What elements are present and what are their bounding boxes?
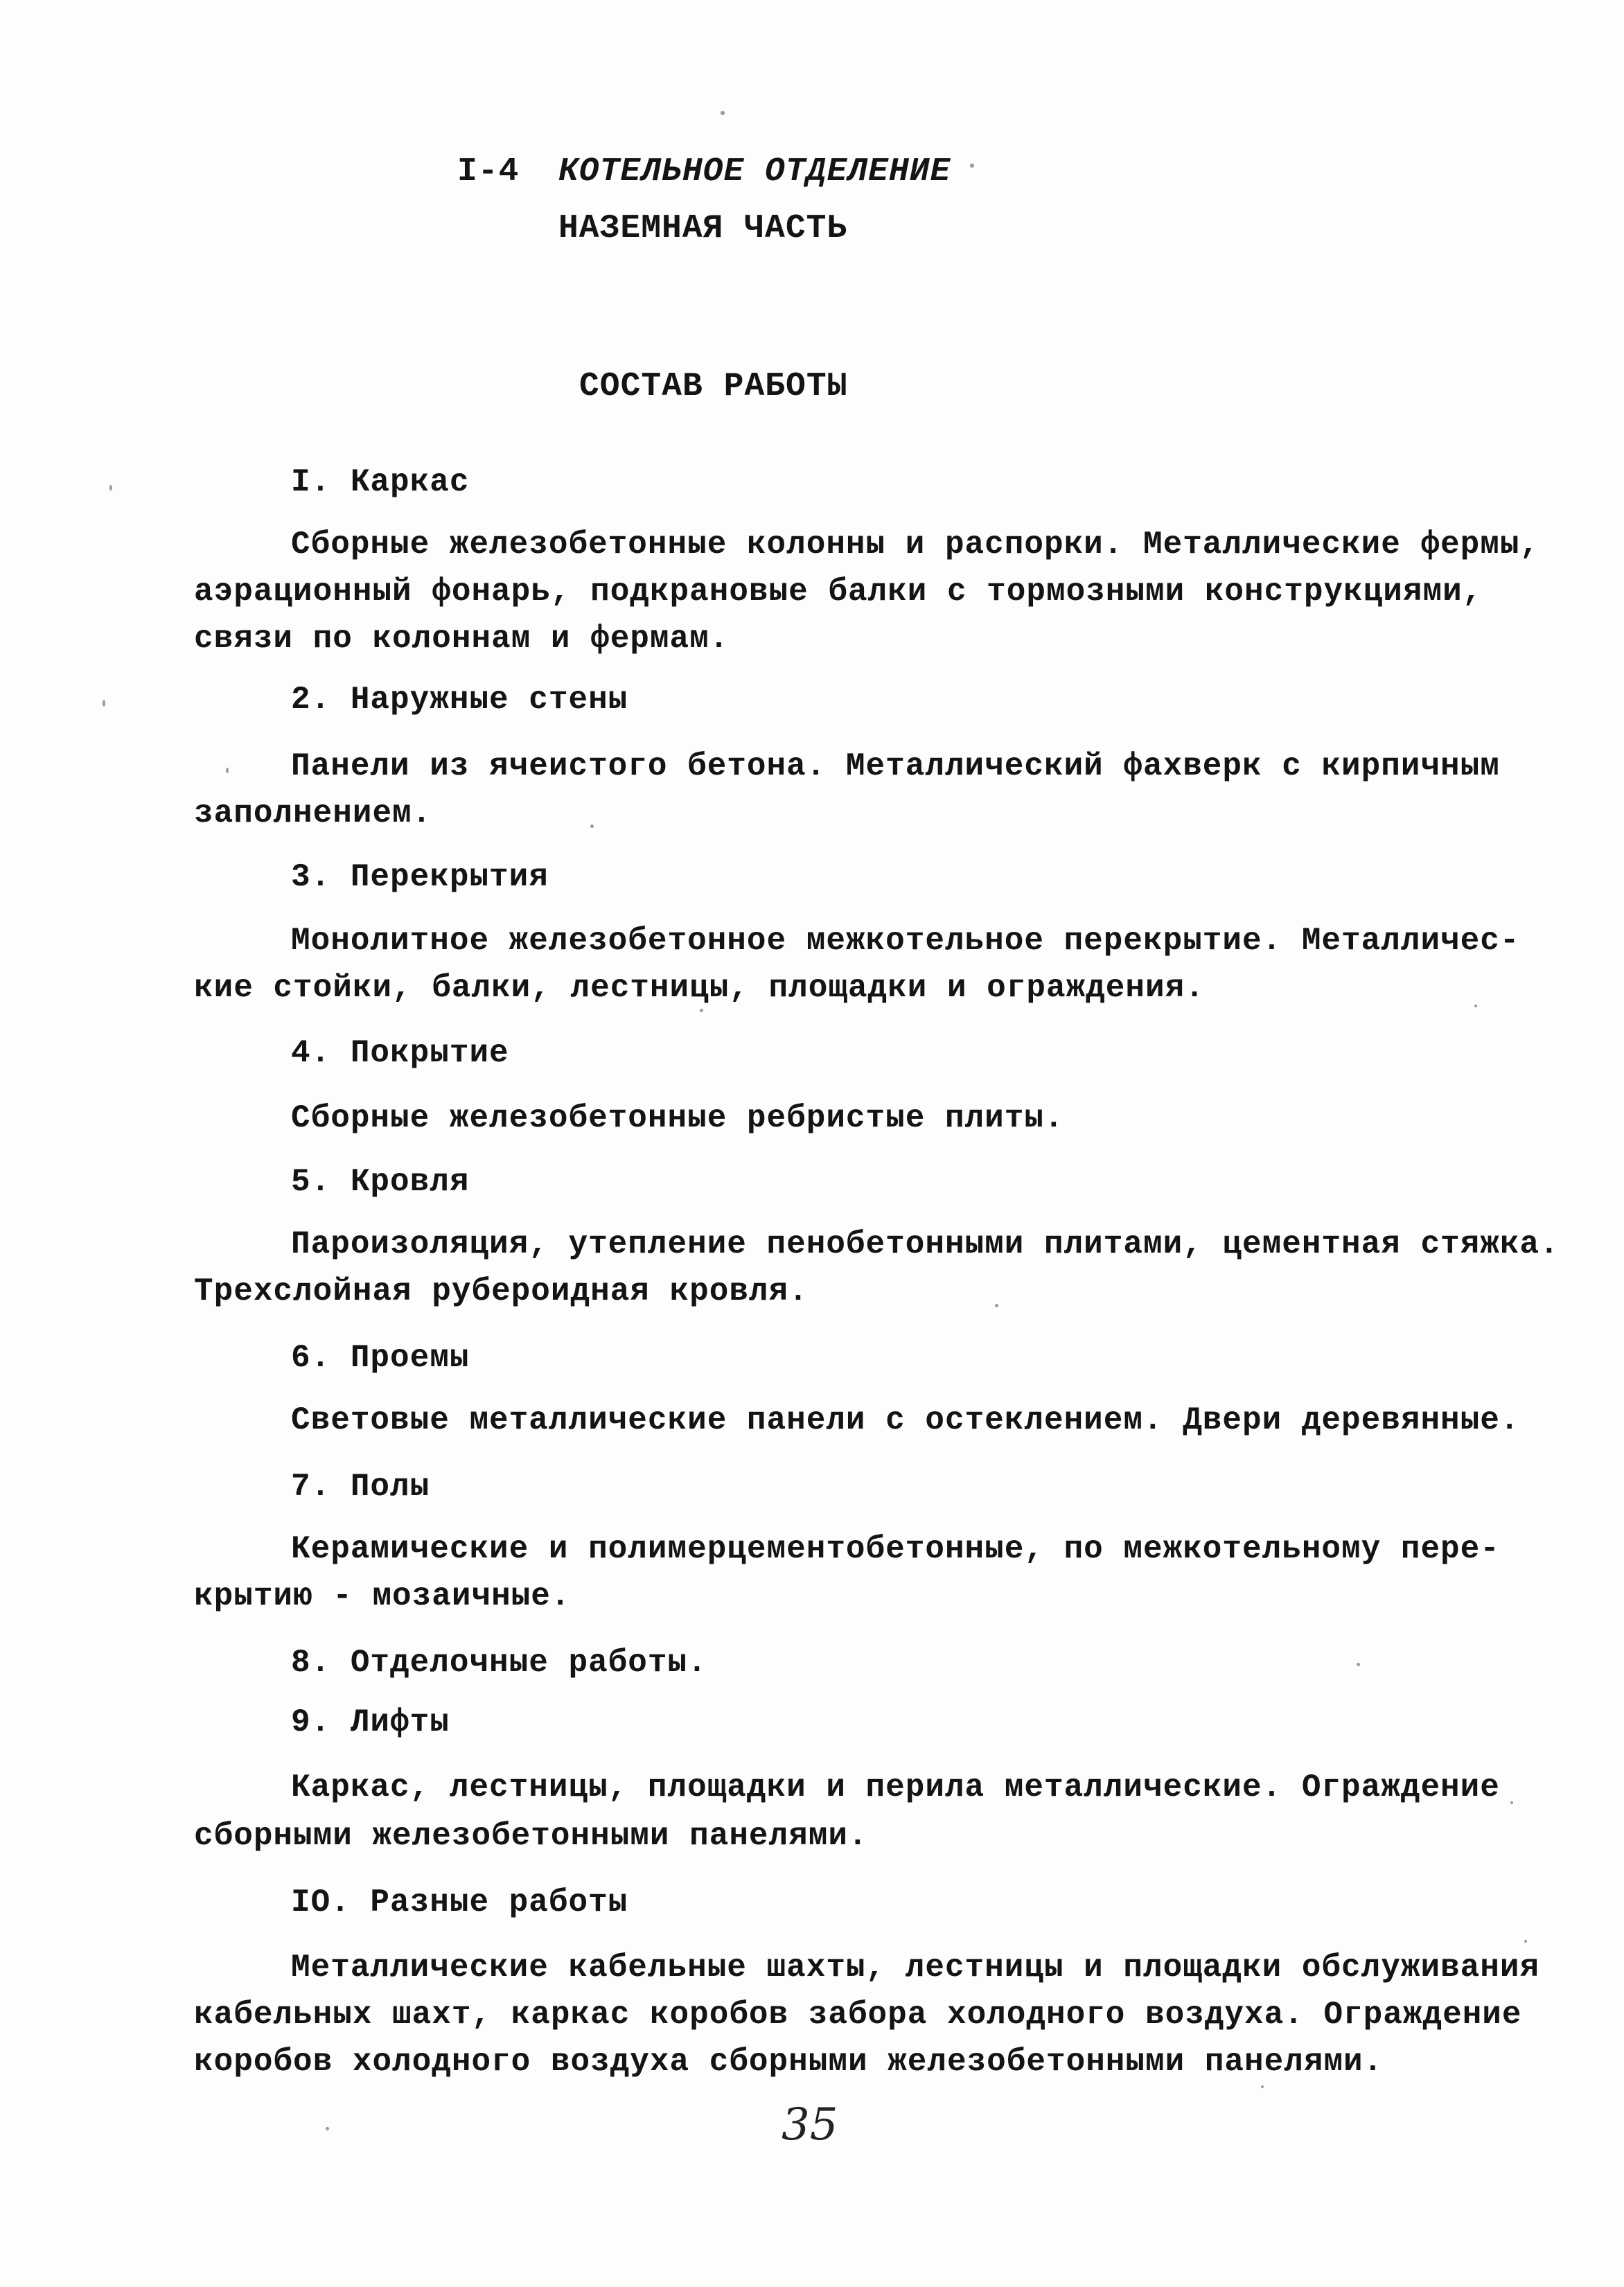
scan-speck xyxy=(970,164,974,168)
section-heading-8: 8. Отделочные работы. xyxy=(291,1645,707,1681)
scan-speck xyxy=(103,700,105,707)
section-title: КОТЕЛЬНОЕ ОТДЕЛЕНИЕ xyxy=(558,153,951,191)
scan-speck xyxy=(700,1009,703,1012)
scan-speck xyxy=(1357,1663,1360,1666)
section-text-line: Каркас, лестницы, площадки и перила металлические. Ограждение xyxy=(291,1769,1500,1805)
section-text-line: заполнением. xyxy=(194,795,432,831)
section-heading-3: 3. Перекрытия xyxy=(291,859,549,895)
composition-title: СОСТАВ РАБОТЫ xyxy=(579,368,848,405)
section-heading-9: 9. Лифты xyxy=(291,1704,450,1740)
scan-speck xyxy=(109,485,112,491)
section-heading-7: 7. Полы xyxy=(291,1469,430,1505)
section-text-line: Световые металлические панели с остеклением. Двери деревянные. xyxy=(291,1402,1520,1438)
scan-speck xyxy=(326,2127,329,2130)
section-heading-5: 5. Кровля xyxy=(291,1164,470,1200)
section-text-line: Керамические и полимерцементобетонные, по межкотельному пере- xyxy=(291,1531,1500,1567)
section-subtitle: НАЗЕМНАЯ ЧАСТЬ xyxy=(558,210,848,247)
section-heading-10: IO. Разные работы xyxy=(291,1884,628,1920)
section-heading-1: I. Каркас xyxy=(291,464,470,500)
section-heading-4: 4. Покрытие xyxy=(291,1035,509,1071)
scan-speck xyxy=(590,824,594,828)
section-text-line: Трехслойная рубероидная кровля. xyxy=(194,1273,809,1309)
section-text-line: крытию - мозаичные. xyxy=(194,1578,571,1614)
section-text-line: Сборные железобетонные колонны и распорки. Металлические фермы, xyxy=(291,527,1540,563)
section-text-line: коробов холодного воздуха сборными железобетонными панелями. xyxy=(194,2044,1384,2080)
section-text-line: кабельных шахт, каркас коробов забора холодного воздуха. Ограждение xyxy=(194,1997,1522,2033)
section-text-line: кие стойки, балки, лестницы, площадки и ограждения. xyxy=(194,970,1205,1006)
section-heading-2: 2. Наружные стены xyxy=(291,682,628,718)
scan-speck xyxy=(1261,2085,1264,2088)
section-text-line: аэрационный фонарь, подкрановые балки с тормозными конструкциями, xyxy=(194,574,1483,610)
section-heading-6: 6. Проемы xyxy=(291,1340,470,1376)
section-text-line: Панели из ячеистого бетона. Металлический фахверк с кирпичным xyxy=(291,748,1500,784)
scan-speck xyxy=(995,1304,998,1307)
section-text-line: сборными железобетонными панелями. xyxy=(194,1818,868,1854)
section-text-line: связи по колоннам и фермам. xyxy=(194,621,730,657)
section-text-line: Монолитное железобетонное межкотельное перекрытие. Металличес- xyxy=(291,923,1520,959)
section-text-line: Сборные железобетонные ребристые плиты. xyxy=(291,1100,1064,1136)
scan-speck xyxy=(721,111,725,115)
page-number: 35 xyxy=(782,2099,838,2151)
section-text-line: Металлические кабельные шахты, лестницы и площадки обслуживания xyxy=(291,1950,1540,1986)
section-text-line: Пароизоляция, утепление пенобетонными плитами, цементная стяжка. xyxy=(291,1226,1560,1262)
scan-speck xyxy=(1474,1005,1477,1007)
scan-speck xyxy=(1524,1940,1527,1943)
section-number: I-4 xyxy=(457,153,520,191)
scan-speck xyxy=(1510,1801,1513,1804)
scan-speck xyxy=(226,768,229,773)
